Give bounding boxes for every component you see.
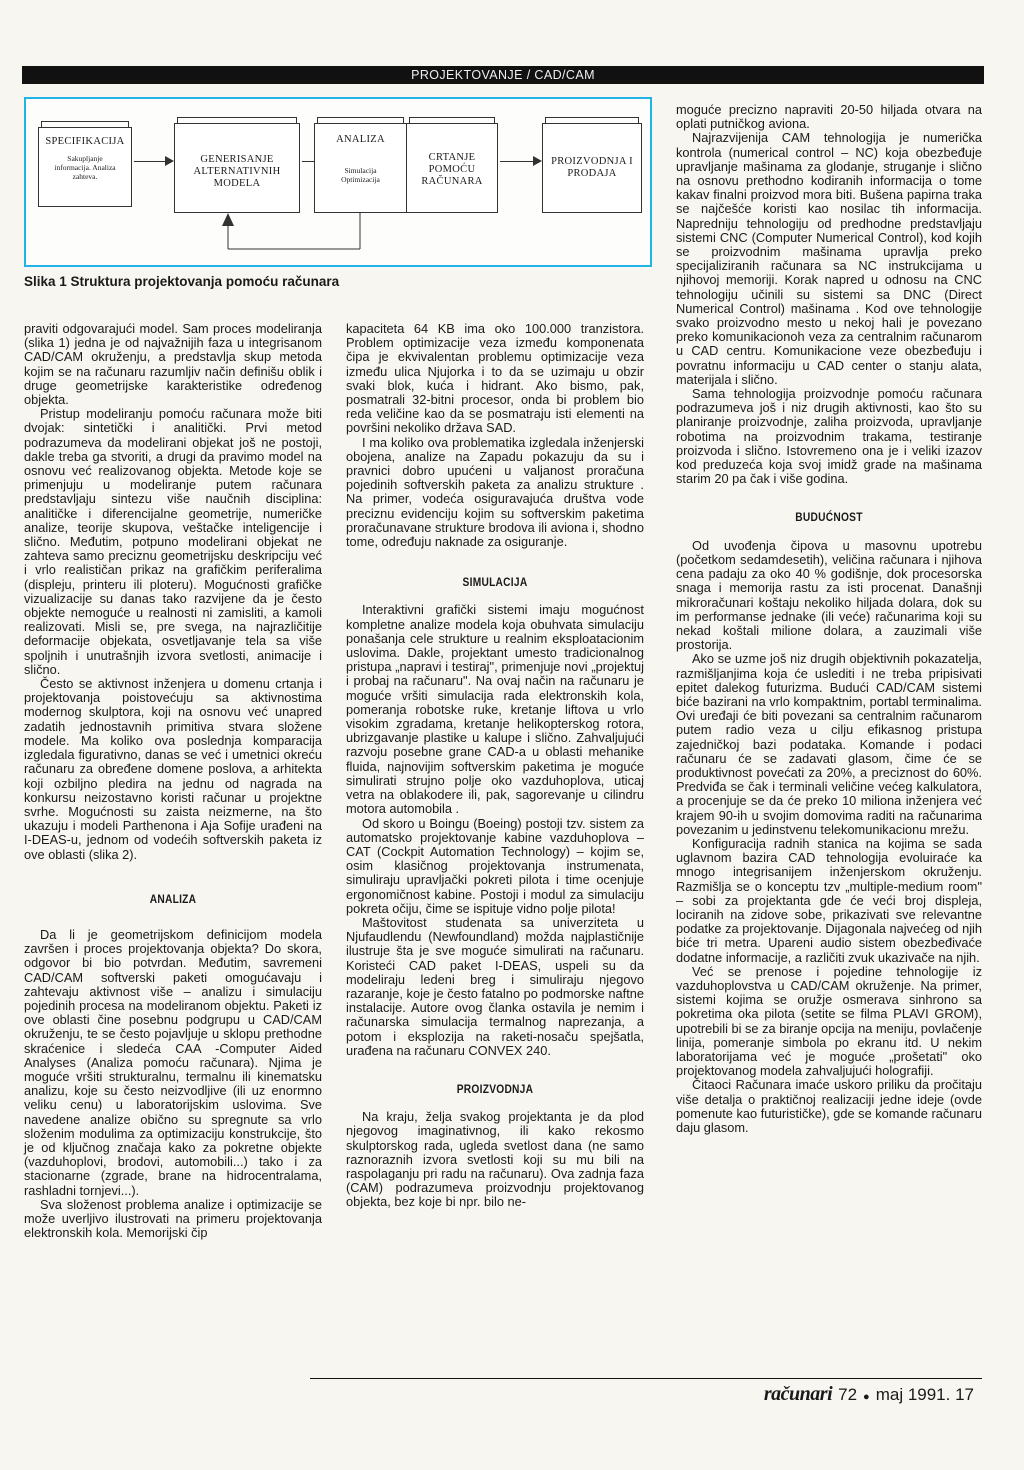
page-footer <box>764 1383 974 1406</box>
section-heading-buducnost: BUDUĆNOST <box>795 510 863 525</box>
issue-date-page: maj 1991. 17 <box>875 1385 974 1404</box>
bullet-icon: ● <box>863 1391 870 1403</box>
column-left <box>24 322 322 1240</box>
box-subtitle: Simulacija Optimizacija <box>341 166 380 184</box>
paragraph: kapaciteta 64 KB ima oko 100.000 tranzistora. Problem optimizacije veza između komponenata čipa je ekvivalentan problemu optimizacije veza između ulica Njujorka i to da se uzimaju u obzir svaki blok, kuća i hidrant. Ako bismo, pak, posmatrali 32-bitni procesor, onda bi problem bio reda veličine kao da se posmatraju isti elementi na površini nekoliko država SAD. <box>346 321 644 436</box>
box-subtitle: Sakupljanje informacija. Analiza zahteva. <box>54 154 116 181</box>
paragraph: moguće precizno napraviti 20-50 hiljada otvara na oplati putničkog aviona. <box>676 102 982 132</box>
paragraph: Često se aktivnost inženjera u domenu crtanja i projektovanja poistovećuju sa aktivnostima modernog skulptora, koji na osnovu već unapred zadatih jednostavnih primitiva stvara složene modele. Ma koliko ova poslednja komparacija izgledala figurativno, danas se već i umetnici okreću računaru za obređene domene poslova, a arhitekta koji ozbiljno pledira na jednu od nagrada na konkursu neizostavno koristi računar u projektne svrhe. Mogućnosti su zaista neizmerne, na što ukazuju i modeli Parthenona i Aja Sofije urađeni na I-DEAS-u, jednom od vodećih softverskih paketa iz ove oblasti (slika 2). <box>24 676 322 862</box>
paragraph: I ma koliko ova problematika izgledala inženjerski obojena, analize na Zapadu pokazuju da su i pravnici dobro upućeni u valjanost proračuna pojedinih softverskih paketa za analizu strukture . Na primer, vodeća osiguravajuća društva vode preciznu evidenciju kojim su softverskim paketima proračunavane strukture brodova ili aviona i, shodno tome, određuju naknade za osiguranje. <box>346 434 644 550</box>
header-bar <box>22 66 984 84</box>
box-title: SPECIFIKACIJA <box>45 136 125 147</box>
paragraph: Sama tehnologija proizvodnje pomoću računara podrazumeva još i niz drugih aktivnosti, kao što su planiranje proizvodnje, zaliha proizvoda, upravljanje robotima na proizvodnim trakama, testiranje proizvoda i slično. Istovremeno ona je i veliki izazov kod preduzeća koja svoj imidž grade na mašinama starim 20 pa čak i više godina. <box>676 386 982 487</box>
paragraph: Pristup modeliranju pomoću računara može biti dvojak: sintetički i analitički. Prvi metod podrazumeva da modelirani objekat još ne postoji, dakle treba ga stvoriti, a drugi da pravimo model na osnovu već realizovanog objekta. Metode koje se primenjuju u modeliranje putem računara predstavljaju sintezu više naučnih disciplina: analitičke i diferencijalne geometrije, numeričke analize, teorije skupova, veštačke inteligencije i slično. Međutim, potpuno modelirani objekat ne zahteva samo preciznu geometrijsku deskripciju već i vrlo realističan prikaz na grafičkim periferalima (displeju, printeru ili ploteru). Mogućnosti grafičke vizualizacije su danas tako razvijene da je često objekte nemoguće u realnosti ni zamisliti, a kamoli realizovati. Misli se, pre svega, na najrazličitije deformacije objekata, osvetljavanje tela sa više spoljnih i unutrašnjih izvora svetlosti, animacije i slično. <box>24 406 322 677</box>
paragraph: Od uvođenja čipova u masovnu upotrebu (početkom sedamdesetih), veličina računara i njihova cena padaju za oko 40 % godišnje, dok procesorska snaga i memorija rastu za isti procenat. Današnji mikroračunari koštaju nekoliko hiljada dolara, dok su im performanse jednake (ili veće) računarima koji su nekad koštali milione dolara, a zauzimali više prostorija. <box>676 537 982 653</box>
paragraph: praviti odgovarajući model. Sam proces modeliranja (slika 1) jedna je od najvažnijih faza u integrisanom CAD/CAM okruženju, a predstavlja skup metoda kojim se na računaru razumljiv način definišu oblik i druge geometrijske karakteristike određenog objekta. <box>24 321 322 408</box>
feedback-arrow <box>26 99 650 265</box>
issue-number: 72 <box>838 1385 858 1404</box>
paragraph: Na kraju, želja svakog projektanta je da plod njegovog imaginativnog, ili kako rekosmo skulptorskog rada, ugleda svetlost dana (ne samo raznoraznih izvora svetlosti koji su mu bili na raspolaganju pri radu na računaru). Ova zadnja faza (CAM) podrazumeva proizvodnju projektovanog objekta, bez koje bi npr. bilo ne- <box>346 1109 644 1210</box>
paragraph: Interaktivni grafički sistemi imaju mogućnost kompletne analize modela koja obuhvata simulaciju ponašanja cele strukture u realnim eksploatacionim uslovima. Dakle, projektant umesto tradicionalnog pristupa „napravi i testiraj", primenjuje novi „projektuj i probaj na računaru". Na ovaj način na računaru je moguće vršiti simulacija rada elektronskih kola, pomeranja robotske ruke, kretanje liftova u vrlo visokim zgradama, kretanje helikopterskog rotora, ubrizgavanje plastike u kalupe i slično. Zahvaljujući razvoju posebne grane CAD-a u oblasti mehanike fluida, najnovijim softverskim paketima je moguće simulirati strujno polje oko vazduhoplova, uticaj vetra na oblakodere ili, pak, sagorevanje u cilindru motora automobila . <box>346 602 644 817</box>
figure-diagram <box>24 97 652 267</box>
column-right <box>676 103 982 1135</box>
box-title: GENERISANJE ALTERNATIVNIH MODELA <box>193 154 281 189</box>
section-heading-analiza: ANALIZA <box>149 891 197 906</box>
section-label: PROJEKTOVANJE / CAD/CAM <box>411 68 595 82</box>
paragraph: Sva složenost problema analize i optimizacije se može uverljivo ilustrovati na primeru projektovanja elektronskih kola. Memorijski čip <box>24 1196 322 1241</box>
paragraph: Čitaoci Računara imaće uskoro priliku da pročitaju više detalja o praktičnoj realizaciji jedne ideje (ovde pomenute kao futurističke), gde se komande računaru daju glasom. <box>676 1077 982 1136</box>
paragraph: Konfiguracija radnih stanica na kojima se sada uglavnom bazira CAD tehnologija evoluiraće ka mnogo integrisanijem inženjerskom okruženju. Razmišlja se o konceptu tzv „multiple-medium room" – sobi za projektanta gde će veći broj displeja, lociranih na zidove sobe, prikazivati sve relevantne podatke za projektovanje. Dijagonala najvećeg od njih biće tri metra. Upareni audio sistem obezbeđivaće dodatne informacije, a različiti zvuk ukazivače na njih. <box>676 835 982 965</box>
paragraph: Najrazvijenija CAM tehnologija je numerička kontrola (numerical control – NC) koja obezbeđuje upravljanje mašinama za glodanje, struganje i slično na osnovu prethodno kodiranih informacija o tome kakav finalni proizvod mora biti. Bušena papirna traka se najčešće koristi kao nosilac tih informacija. Napredniju tehnologiju od predhodne predstavljaju sistemi CNC (Computer Numerical Control), kod kojih se proizvodnim mašinama upravlja preko specijaliziranih računara sa NC instrukcijama u njihovoj memoriji. Korak napred u odnosu na CNC tehnologiju učinili su sistemi sa DNC (Direct Numerical Control) mašinama . Kod ove tehnologije svako proizvodno mesto u nekoj hali je povezano preko komunikacionoh veza za centralnim računarom u CAD centru. Komunikacione veze obezbeđuju i povratnu informaciju u CAD center o stanju alata, materijala i slično. <box>676 130 982 387</box>
paragraph: Ako se uzme još niz drugih objektivnih pokazatelja, razmišljanjima koja će uslediti i ne treba pripisivati epitet dalekog futurizma. Budući CAD/CAM sistemi biće bazirani na vrlo kompaktnim, portabl terminalima. Ovi uređaji će biti povezani sa centralnim računarom putem radio veza u cilju efikasnog pristupa zajedničkoj bazi podataka. Komande i podaci računaru će se zadavati glasom, čime će se produktivnost povećati za 20%, a preciznost do 60%. Predviđa se čak i terminali veličine većeg kalkulatora, a procenjuje se da će preko 10 miliona inženjera već krajem 90-ih u svojim domovima raditi na računarima povezanim u jedinstvenu telekomunikacionu mrežu. <box>676 651 982 837</box>
paragraph: Već se prenose i pojedine tehnologije iz vazduhoplovstva u CAD/CAM okruženje. Na primer, sistemi kojima se oružje osmerava sinhrono sa pokretima oka pilota (setite se filma PLAVI GROM), upotrebili bi se za biranje opcija na meniju, povlačenje linija, pomeranje simbola po ekranu itd. U nekim laboratorijama već je moguće „prošetati" oko projektovanog modela zahvaljujući holografiji. <box>676 963 982 1079</box>
section-heading-simulacija: SIMULACIJA <box>462 575 528 590</box>
section-heading-proizvodnja: PROIZVODNJA <box>456 1081 534 1096</box>
box-title: PROIZVODNJA I PRODAJA <box>551 156 633 179</box>
footer-rule <box>310 1378 982 1379</box>
magazine-logo: računari <box>763 1383 833 1405</box>
box-title: ANALIZA <box>336 134 385 145</box>
paragraph: Da li je geometrijskom definicijom modela završen i proces projektovanja objekta? Do skora, odgovor bi bio potvrdan. Međutim, savremeni CAD/CAM softverski paketi omogućavaju i zahtevaju aktivnost više – analizu i simulaciju pojedinih procesa na modeliranom objektu. Paketi iz ove oblasti čine posebnu podgrupu u CAD/CAM okruženju, te se često pojavljuje u sklopu prethodne skraćenice i sledeća CAA -Computer Aided Analyses (Analiza pomoću računara). Njima je moguće vršiti strukturalnu, termalnu ili kinematsku analizu, koje su često neizvodljive (ili uz enormno veliku cenu) u laboratorijskim uslovima. Sve navedene analize obično su spregnute sa vrlo složenim modulima za optimizaciju konstrukcije, što je od ključnog značaja kako za pokretne objekte (vazduhoplovi, brodovi, automobili...) tako i za stacionarne (zgrade, brane na hidrocentralama, rashladni tornjevi...). <box>24 926 322 1198</box>
paragraph: Od skoro u Boingu (Boeing) postoji tzv. sistem za automatsko projektovanje kabine vazduhoplova – CAT (Cockpit Automation Technology) – kojim se, osim klasičnog projektovanja instrumenata, simuliraju upravljački pokreti pilota i time ocenjuje ergonomičnost kabine. Postoji i modul za simulaciju pokreta očiju, čime se ispituje vidno polje pilota! <box>346 815 644 916</box>
figure-caption: Slika 1 Struktura projektovanja pomoću računara <box>24 274 340 289</box>
column-middle <box>346 322 644 1210</box>
paragraph: Maštovitost studenata sa univerziteta u Njufaudlendu (Newfoundland) možda najplastičnije ilustruje šta je sve moguće simulirati na računaru. Koristeći CAD paket I-DEAS, uspeli su da modeliraju ledeni breg i simuliraju njegovo razaranje, koje je često fatalno po podmorske naftne instalacije. Autore ovog članka ostavila je nemim i računarska simulacija termalnog naprezanja, a potom i eksplozija na raketi-nosaču spejšatla, urađena na računaru CONVEX 240. <box>346 914 644 1058</box>
box-title: CRTANJE POMOĆU RAČUNARA <box>421 152 483 187</box>
